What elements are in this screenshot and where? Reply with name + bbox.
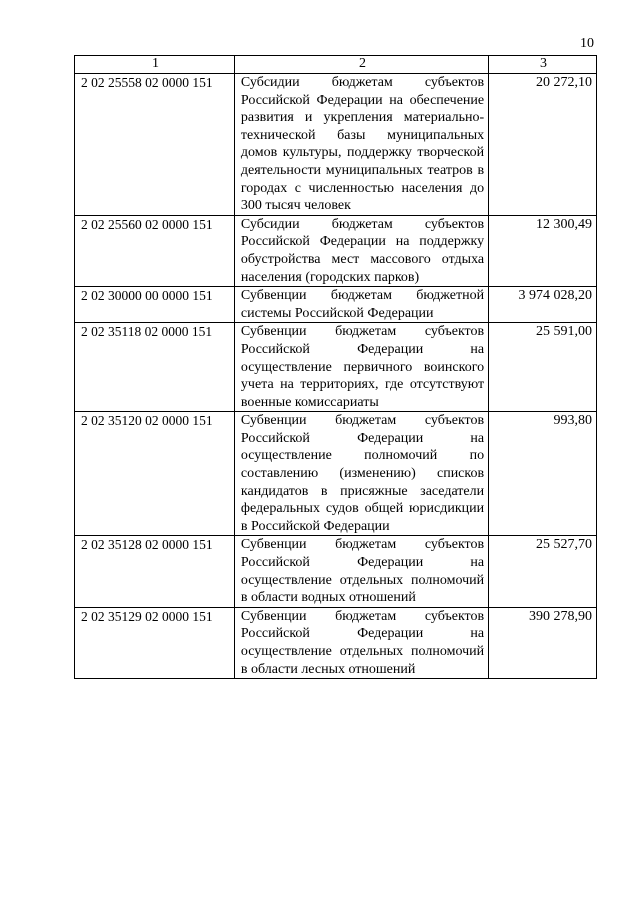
budget-code-cell: 2 02 25560 02 0000 151	[75, 215, 235, 286]
description-cell: Субвенции бюджетам субъектов Российской Федерации на осуществление полномочий по составлению (изменению) списков кандидатов в присяжные заседатели федеральных судов общей юрисдикции в Российской Федерации	[234, 412, 488, 536]
table-row	[75, 607, 597, 678]
table-row	[75, 323, 597, 412]
description-cell: Субвенции бюджетам субъектов Российской Федерации на осуществление отдельных полномочий в области водных отношений	[234, 536, 488, 607]
header-row	[75, 56, 597, 74]
description-cell: Субсидии бюджетам субъектов Российской Федерации на обеспечение развития и укрепления материально-технической базы муниципальных домов культуры, поддержку творческой деятельности муниципальных театров в городах с численностью населения до 300 тысяч человек	[234, 74, 488, 216]
table-row	[75, 412, 597, 536]
budget-revenue-table	[74, 55, 597, 679]
amount-cell: 3 974 028,20	[489, 287, 597, 323]
budget-code-cell: 2 02 35128 02 0000 151	[75, 536, 235, 607]
amount-cell: 25 591,00	[489, 323, 597, 412]
amount-cell: 390 278,90	[489, 607, 597, 678]
description-cell: Субсидии бюджетам субъектов Российской Федерации на поддержку обустройства мест массового отдыха населения (городских парков)	[234, 215, 488, 286]
table-row	[75, 215, 597, 286]
budget-code-cell: 2 02 25558 02 0000 151	[75, 74, 235, 216]
budget-code-cell: 2 02 35120 02 0000 151	[75, 412, 235, 536]
column-header-amount: 3	[489, 56, 597, 74]
column-header-description: 2	[234, 56, 488, 74]
description-cell: Субвенции бюджетам субъектов Российской Федерации на осуществление первичного воинского учета на территориях, где отсутствуют военные комиссариаты	[234, 323, 488, 412]
table-row	[75, 74, 597, 216]
column-header-code: 1	[75, 56, 235, 74]
budget-code-cell: 2 02 35129 02 0000 151	[75, 607, 235, 678]
amount-cell: 25 527,70	[489, 536, 597, 607]
description-cell: Субвенции бюджетам субъектов Российской Федерации на осуществление отдельных полномочий в области лесных отношений	[234, 607, 488, 678]
amount-cell: 20 272,10	[489, 74, 597, 216]
amount-cell: 12 300,49	[489, 215, 597, 286]
table-row	[75, 287, 597, 323]
budget-code-cell: 2 02 35118 02 0000 151	[75, 323, 235, 412]
page-number: 10	[580, 36, 594, 51]
table-row	[75, 536, 597, 607]
budget-code-cell: 2 02 30000 00 0000 151	[75, 287, 235, 323]
description-cell: Субвенции бюджетам бюджетной системы Российской Федерации	[234, 287, 488, 323]
amount-cell: 993,80	[489, 412, 597, 536]
